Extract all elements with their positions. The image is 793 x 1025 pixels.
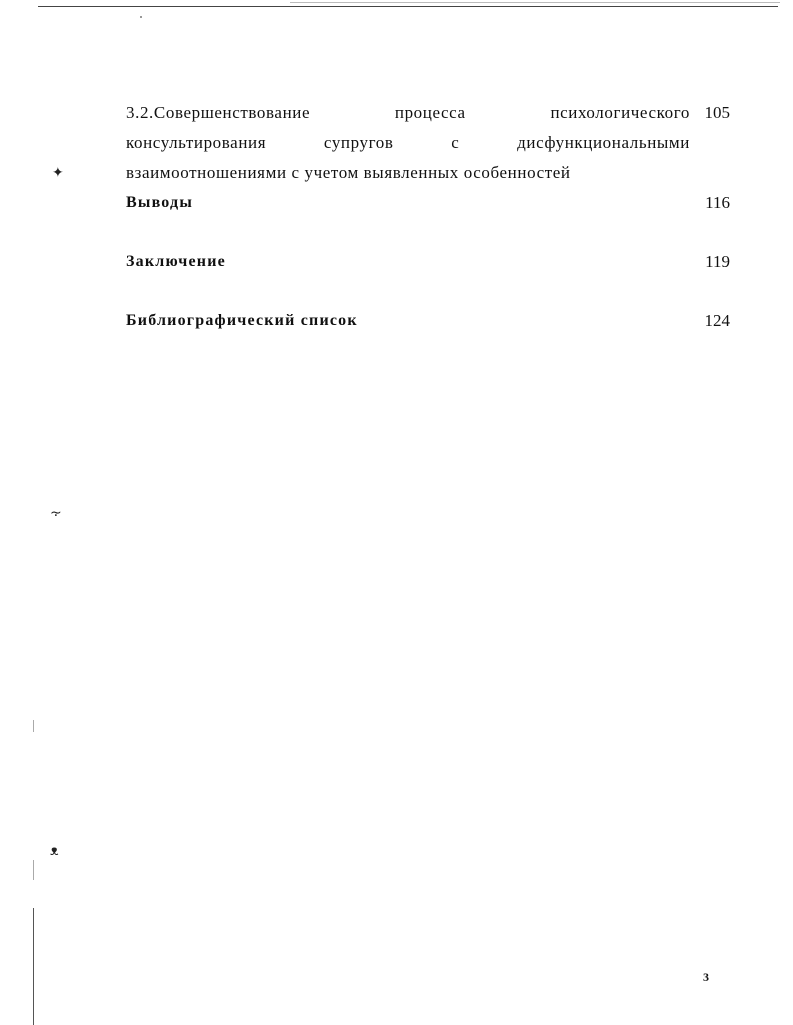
top-scan-line xyxy=(38,6,778,7)
toc-word: супругов xyxy=(323,133,394,152)
toc-entry-title: Выводы xyxy=(126,194,194,211)
toc-entry-vyvody xyxy=(126,188,730,218)
scan-edge-line xyxy=(33,908,34,1025)
scan-edge-line xyxy=(33,720,34,732)
toc-page-number: 119 xyxy=(705,252,730,271)
margin-mark-icon: ᴥ xyxy=(50,843,59,859)
toc-line: взаимоотношениями с учетом выявленных особенностей xyxy=(126,163,571,182)
toc-entry-3-2 xyxy=(126,98,730,188)
top-scan-line-faint xyxy=(290,2,780,3)
scan-edge-line xyxy=(33,860,34,880)
table-of-contents xyxy=(126,98,730,336)
toc-page-number: 124 xyxy=(704,311,730,330)
toc-page-number: 105 xyxy=(704,103,730,122)
toc-entry-title: Библиографический список xyxy=(126,312,358,329)
toc-word: дисфункциональными xyxy=(517,133,690,152)
toc-word: с xyxy=(451,133,460,152)
toc-line xyxy=(126,98,690,128)
page-number: 3 xyxy=(703,970,709,984)
toc-entry-bibliography xyxy=(126,306,730,336)
toc-page-number: 116 xyxy=(705,193,730,212)
toc-line xyxy=(126,128,690,158)
toc-entry-title: Заключение xyxy=(126,253,226,270)
toc-word: 3.2.Совершенствование xyxy=(126,103,311,122)
toc-entry-zaklyuchenie xyxy=(126,247,730,277)
toc-entry-title xyxy=(126,98,690,188)
toc-word: консультирования xyxy=(126,133,267,152)
toc-word: процесса xyxy=(394,103,466,122)
margin-mark-icon: ⸟ xyxy=(50,505,62,521)
scan-speck xyxy=(140,16,142,18)
margin-mark-icon: ✦ xyxy=(52,165,64,181)
toc-word: психологического xyxy=(550,103,690,122)
